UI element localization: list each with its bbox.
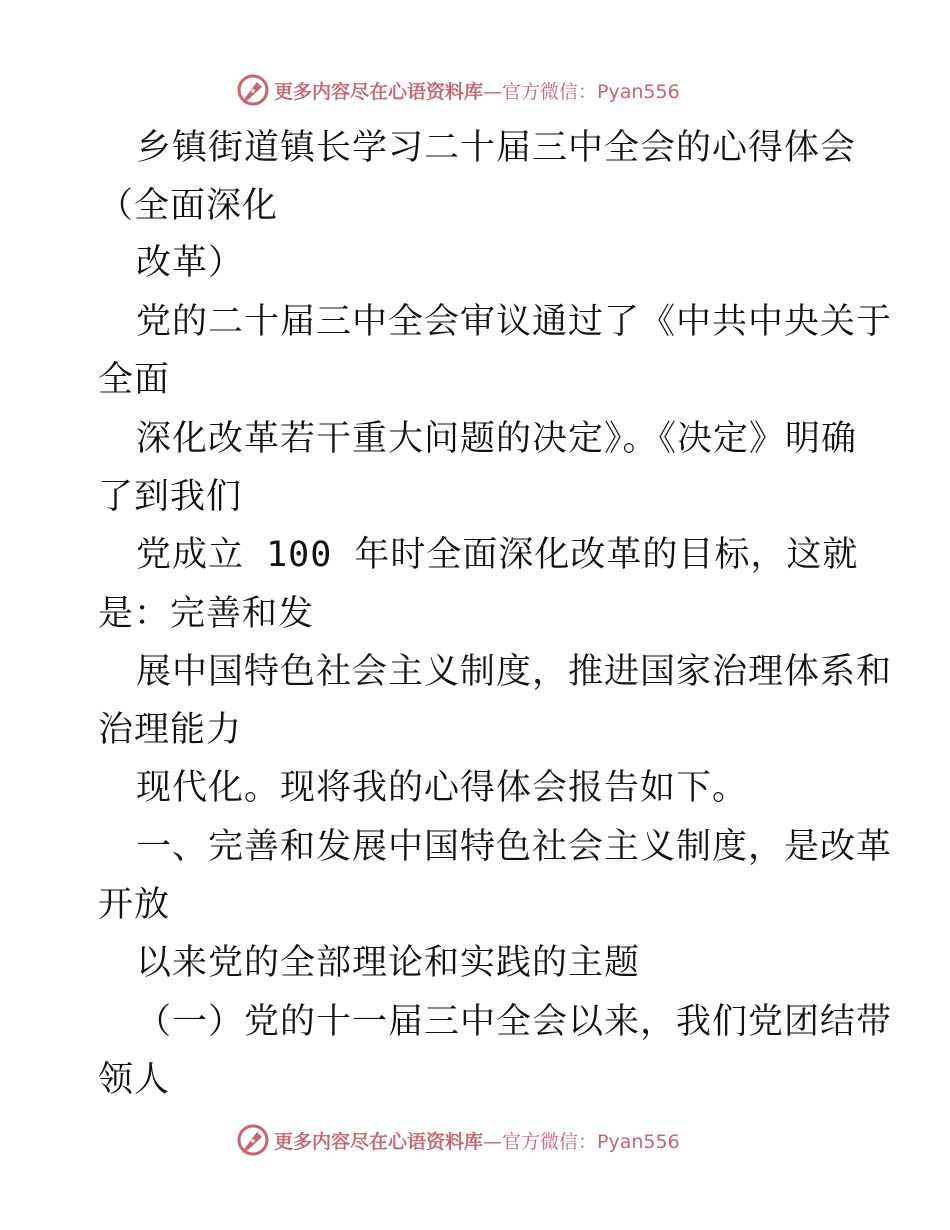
doc-line: 党成立 100 年时全面深化改革的目标，这就 [136, 535, 859, 575]
doc-line: 是：完善和发 [98, 594, 315, 634]
watermark-main-text: 更多内容尽在心语资料库 [274, 80, 484, 103]
watermark-banner-bottom[interactable] [236, 1122, 716, 1158]
watermark-sub-text: —官方微信：Pyan556 [483, 1130, 680, 1153]
watermark-main-text: 更多内容尽在心语资料库 [274, 1130, 484, 1153]
doc-line: 现代化。现将我的心得体会报告如下。 [136, 768, 749, 808]
doc-line: 了到我们 [98, 477, 243, 517]
doc-line: 党的二十届三中全会审议通过了《中共中央关于 [136, 302, 893, 342]
watermark-banner-top[interactable] [236, 72, 716, 108]
doc-line: （全面深化 [98, 186, 279, 226]
doc-line: 治理能力 [98, 710, 243, 750]
doc-line: 领人 [98, 1060, 171, 1100]
doc-line: 开放 [98, 885, 171, 925]
watermark-sub-text: —官方微信：Pyan556 [483, 80, 680, 103]
pen-nib-logo-icon [236, 73, 270, 107]
doc-line: 全面 [98, 360, 171, 400]
doc-line: 乡镇街道镇长学习二十届三中全会的心得体会 [136, 128, 857, 168]
doc-line: 展中国特色社会主义制度，推进国家治理体系和 [136, 652, 893, 692]
doc-line: 以来党的全部理论和实践的主题 [136, 943, 641, 983]
doc-line: 一、完善和发展中国特色社会主义制度，是改革 [136, 827, 893, 867]
doc-line: 深化改革若干重大问题的决定》。《决定》明确 [136, 419, 858, 459]
pen-nib-logo-icon [236, 1123, 270, 1157]
doc-line: （一）党的十一届三中全会以来，我们党团结带 [136, 1002, 893, 1042]
doc-line: 改革） [136, 243, 245, 283]
